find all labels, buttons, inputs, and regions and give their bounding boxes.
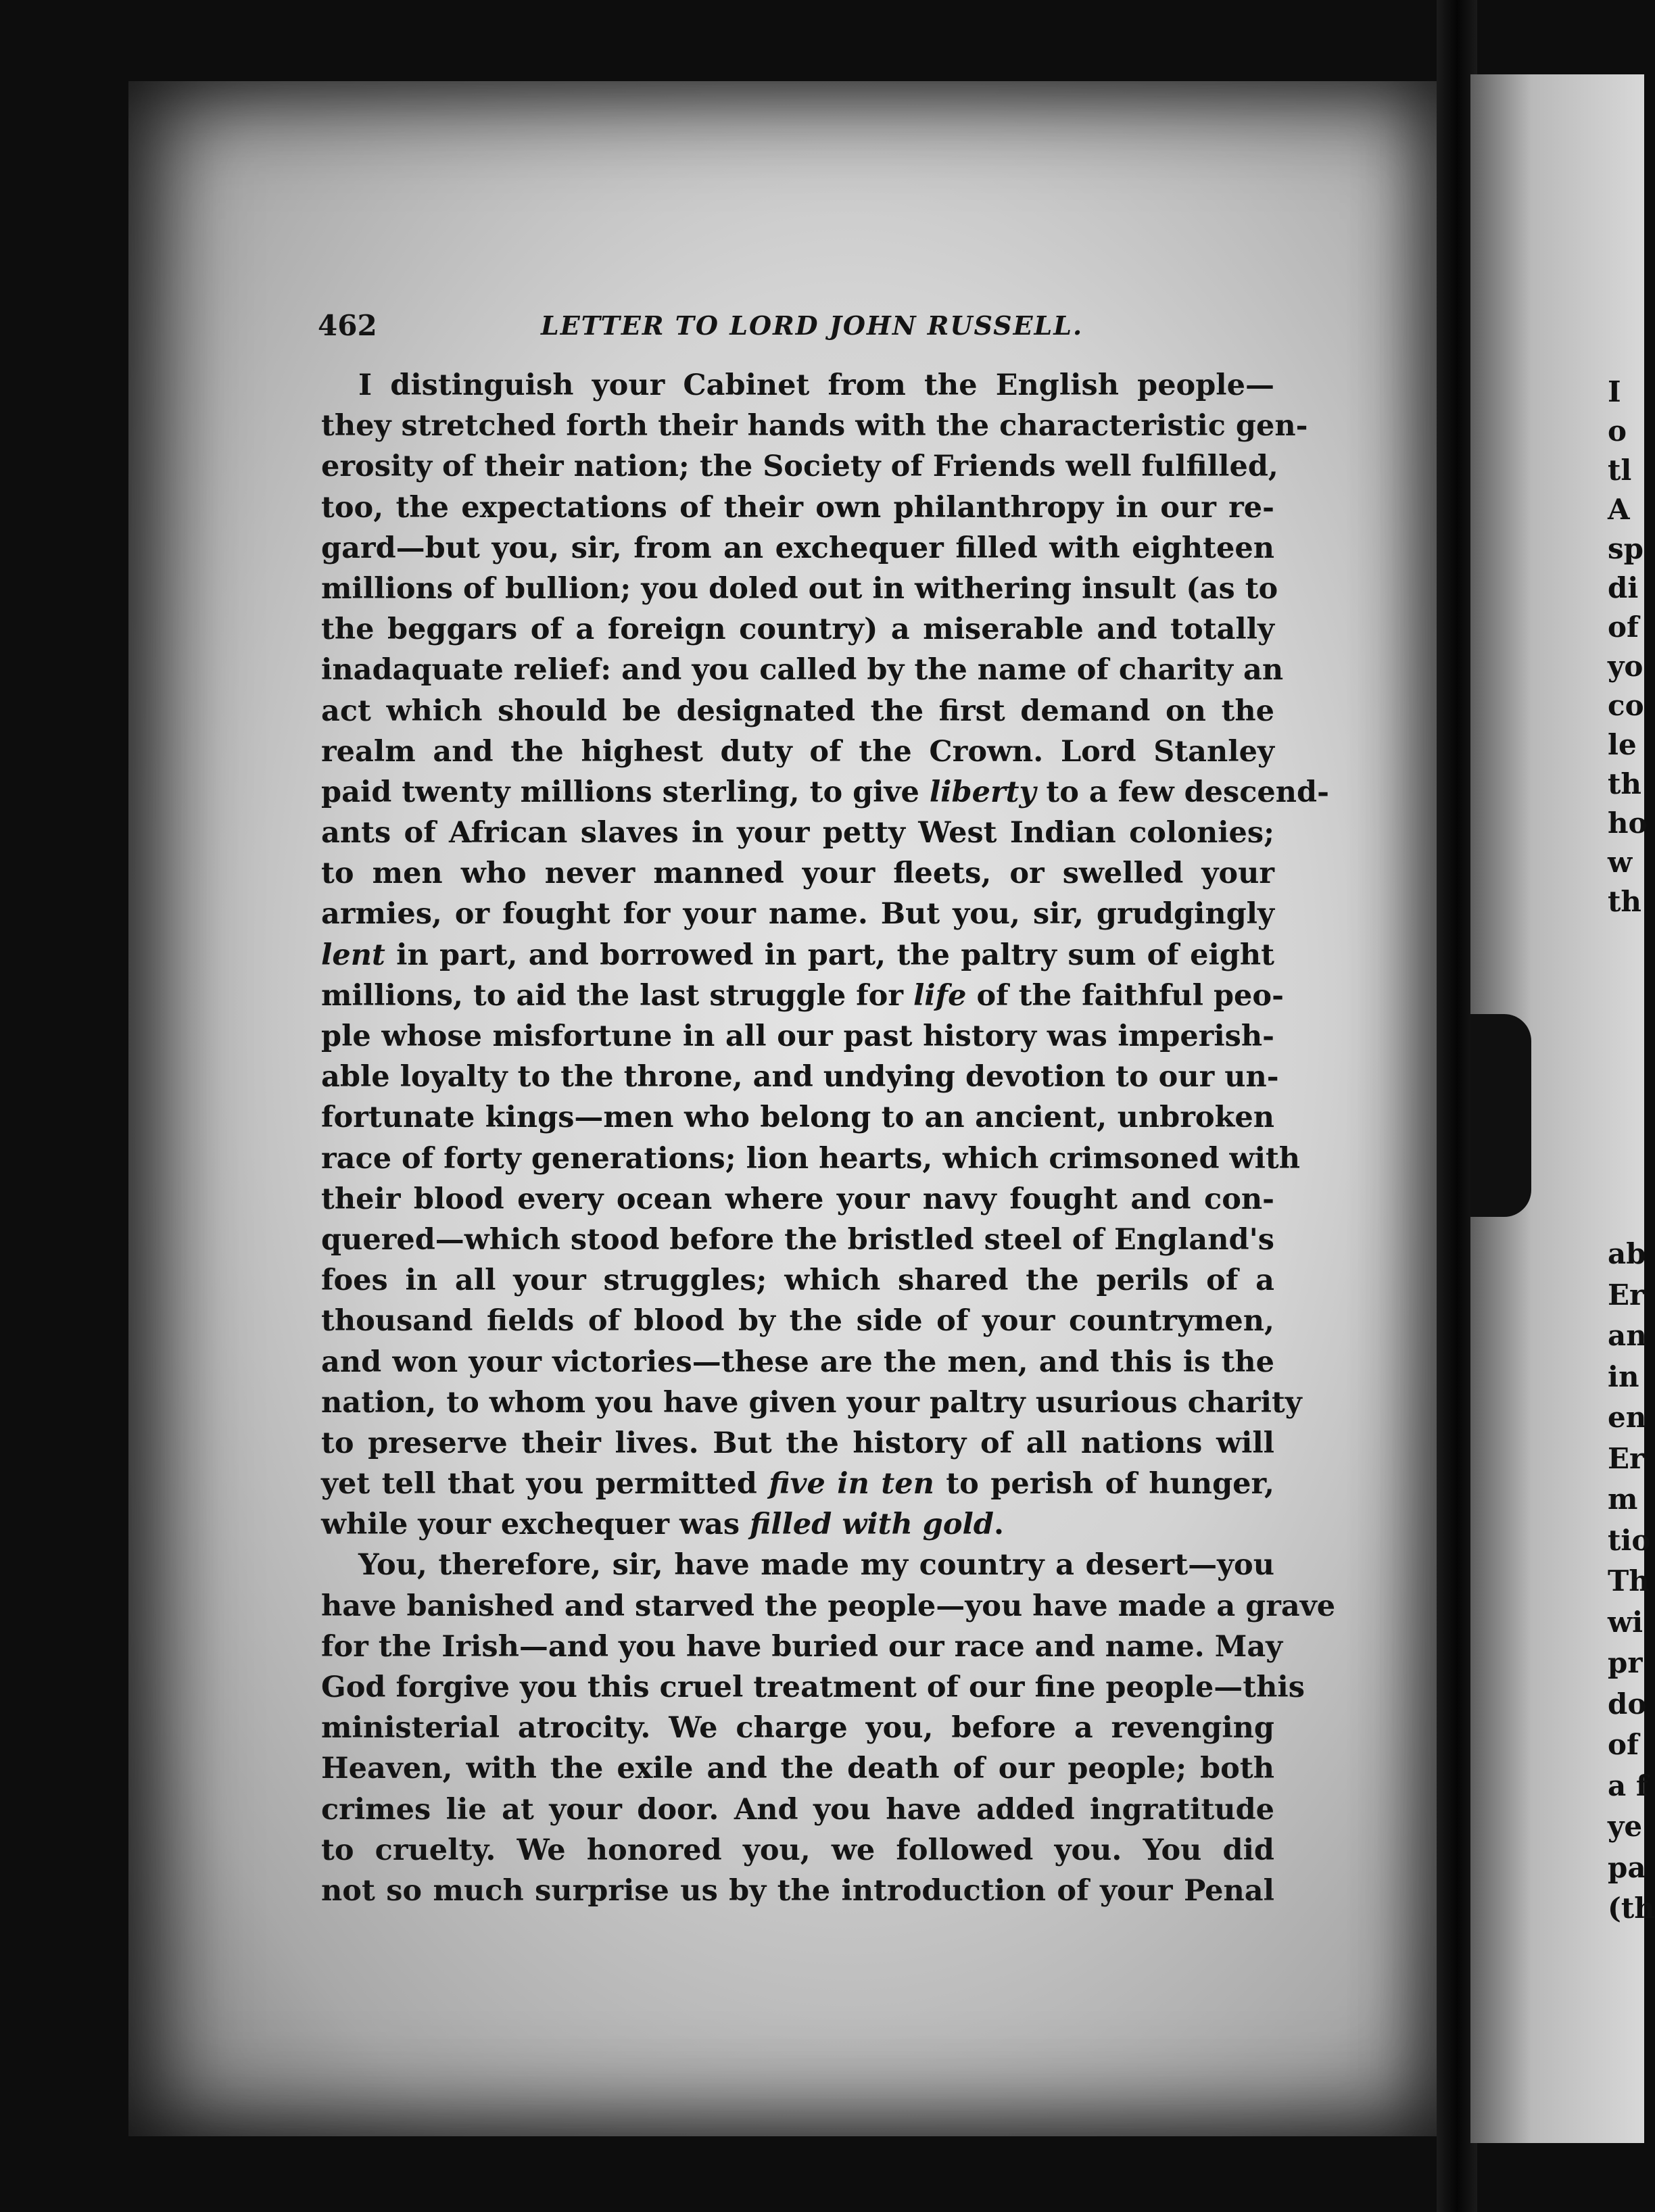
facing-page-fragment: th bbox=[1608, 767, 1641, 800]
text-line: the beggars of a foreign country) a miserable and totally bbox=[321, 612, 1274, 647]
facing-page-fragment: (th bbox=[1608, 1892, 1655, 1925]
text-line: gard—but you, sir, from an exchequer filled with eighteen bbox=[321, 531, 1274, 565]
text-line: I distinguish your Cabinet from the English people— bbox=[358, 368, 1274, 402]
facing-page-fragment: co bbox=[1608, 689, 1644, 722]
text-line: realm and the highest duty of the Crown. Lord Stanley bbox=[321, 734, 1274, 769]
facing-page-fragment: tl bbox=[1608, 454, 1632, 487]
facing-page-fragment: of bbox=[1608, 610, 1639, 644]
text-line: ants of African slaves in your petty West Indian colonies; bbox=[321, 816, 1274, 850]
text-line: quered—which stood before the bristled steel of England's bbox=[321, 1222, 1274, 1257]
facing-page-fragment: o bbox=[1608, 414, 1627, 448]
text-line: yet tell that you permitted five in ten to perish of hunger, bbox=[321, 1467, 1274, 1501]
facing-page-fragment: pa bbox=[1608, 1850, 1646, 1884]
text-line: and won your victories—these are the men, and this is the bbox=[321, 1345, 1274, 1379]
text-line: not so much surprise us by the introduction of your Penal bbox=[321, 1873, 1274, 1908]
running-head bbox=[318, 306, 1278, 346]
facing-page-fragment: Er bbox=[1608, 1278, 1645, 1312]
text-line: millions, to aid the last struggle for life of the faithful peo- bbox=[321, 978, 1284, 1013]
text-line: millions of bullion; you doled out in withering insult (as to bbox=[321, 571, 1278, 606]
facing-page-fragment: in bbox=[1608, 1360, 1639, 1393]
text-line: ple whose misfortune in all our past history was imperish- bbox=[321, 1019, 1274, 1053]
facing-page-fragment: en bbox=[1608, 1401, 1647, 1434]
body-text bbox=[321, 365, 1336, 1911]
text-line: armies, or fought for your name. But you, sir, grudgingly bbox=[321, 897, 1274, 932]
facing-page-fragment: of bbox=[1608, 1728, 1639, 1761]
text-line: act which should be designated the first demand on the bbox=[321, 694, 1274, 728]
text-line: thousand fields of blood by the side of your countrymen, bbox=[321, 1304, 1274, 1339]
text-line: erosity of their nation; the Society of Friends well fulfilled, bbox=[321, 450, 1278, 484]
facing-page-fragment: w bbox=[1608, 846, 1633, 879]
facing-page-fragment: yo bbox=[1608, 650, 1644, 683]
facing-page-shadow bbox=[1470, 1014, 1531, 1217]
facing-page-fragment: m bbox=[1608, 1483, 1638, 1516]
text-line: for the Irish—and you have buried our race and name. May bbox=[321, 1629, 1283, 1664]
text-line: ministerial atrocity. We charge you, before a revenging bbox=[321, 1711, 1274, 1746]
text-line: Heaven, with the exile and the death of our people; both bbox=[321, 1752, 1274, 1786]
facing-page-text-fragments bbox=[1608, 0, 1655, 2212]
text-line: foes in all your struggles; which shared the perils of a bbox=[321, 1264, 1274, 1298]
facing-page-fragment: tio bbox=[1608, 1523, 1651, 1557]
facing-page-fragment: pr bbox=[1608, 1646, 1643, 1679]
text-line: lent in part, and borrowed in part, the paltry sum of eight bbox=[321, 938, 1274, 972]
text-line: God forgive you this cruel treatment of our fine people—this bbox=[321, 1670, 1305, 1704]
facing-page-fragment: a f bbox=[1608, 1769, 1648, 1802]
facing-page-fragment: sp bbox=[1608, 532, 1644, 565]
text-line: inadaquate relief: and you called by the name of charity an bbox=[321, 653, 1284, 688]
text-line: while your exchequer was filled with gold. bbox=[321, 1508, 1004, 1542]
text-line: race of forty generations; lion hearts, which crimsoned with bbox=[321, 1141, 1301, 1176]
facing-page-fragment: an bbox=[1608, 1319, 1647, 1352]
facing-page-fragment: ab bbox=[1608, 1237, 1646, 1270]
facing-page-fragment: do bbox=[1608, 1687, 1647, 1721]
text-line: too, the expectations of their own philanthropy in our re- bbox=[321, 490, 1274, 525]
facing-page-fragment: th bbox=[1608, 885, 1641, 918]
facing-page-fragment: wi bbox=[1608, 1605, 1644, 1639]
facing-page-fragment: Th bbox=[1608, 1564, 1650, 1597]
text-line: to men who never manned your fleets, or swelled your bbox=[321, 857, 1274, 891]
facing-page-fragment: I bbox=[1608, 375, 1621, 408]
page-number: 462 bbox=[318, 309, 377, 342]
text-line: have banished and starved the people—you have made a grave bbox=[321, 1589, 1336, 1623]
facing-page-fragment: ye bbox=[1608, 1810, 1643, 1843]
facing-page-fragment: le bbox=[1608, 728, 1637, 761]
facing-page-fragment: A bbox=[1608, 493, 1630, 526]
facing-page-fragment: ho bbox=[1608, 807, 1648, 840]
text-line: You, therefore, sir, have made my country a desert—you bbox=[358, 1548, 1274, 1583]
text-line: they stretched forth their hands with the characteristic gen- bbox=[321, 409, 1308, 443]
text-line: to preserve their lives. But the history of all nations will bbox=[321, 1426, 1274, 1460]
text-line: crimes lie at your door. And you have added ingratitude bbox=[321, 1792, 1274, 1827]
facing-page-fragment: Er bbox=[1608, 1441, 1645, 1475]
text-line: fortunate kings—men who belong to an ancient, unbroken bbox=[321, 1101, 1274, 1135]
text-line: their blood every ocean where your navy fought and con- bbox=[321, 1182, 1274, 1216]
running-title: LETTER TO LORD JOHN RUSSELL. bbox=[541, 310, 1084, 341]
text-line: nation, to whom you have given your paltry usurious charity bbox=[321, 1385, 1302, 1420]
text-line: to cruelty. We honored you, we followed you. You did bbox=[321, 1833, 1274, 1867]
facing-page-fragment: di bbox=[1608, 571, 1639, 604]
text-line: able loyalty to the throne, and undying devotion to our un- bbox=[321, 1060, 1279, 1095]
text-line: paid twenty millions sterling, to give liberty to a few descend- bbox=[321, 775, 1329, 809]
